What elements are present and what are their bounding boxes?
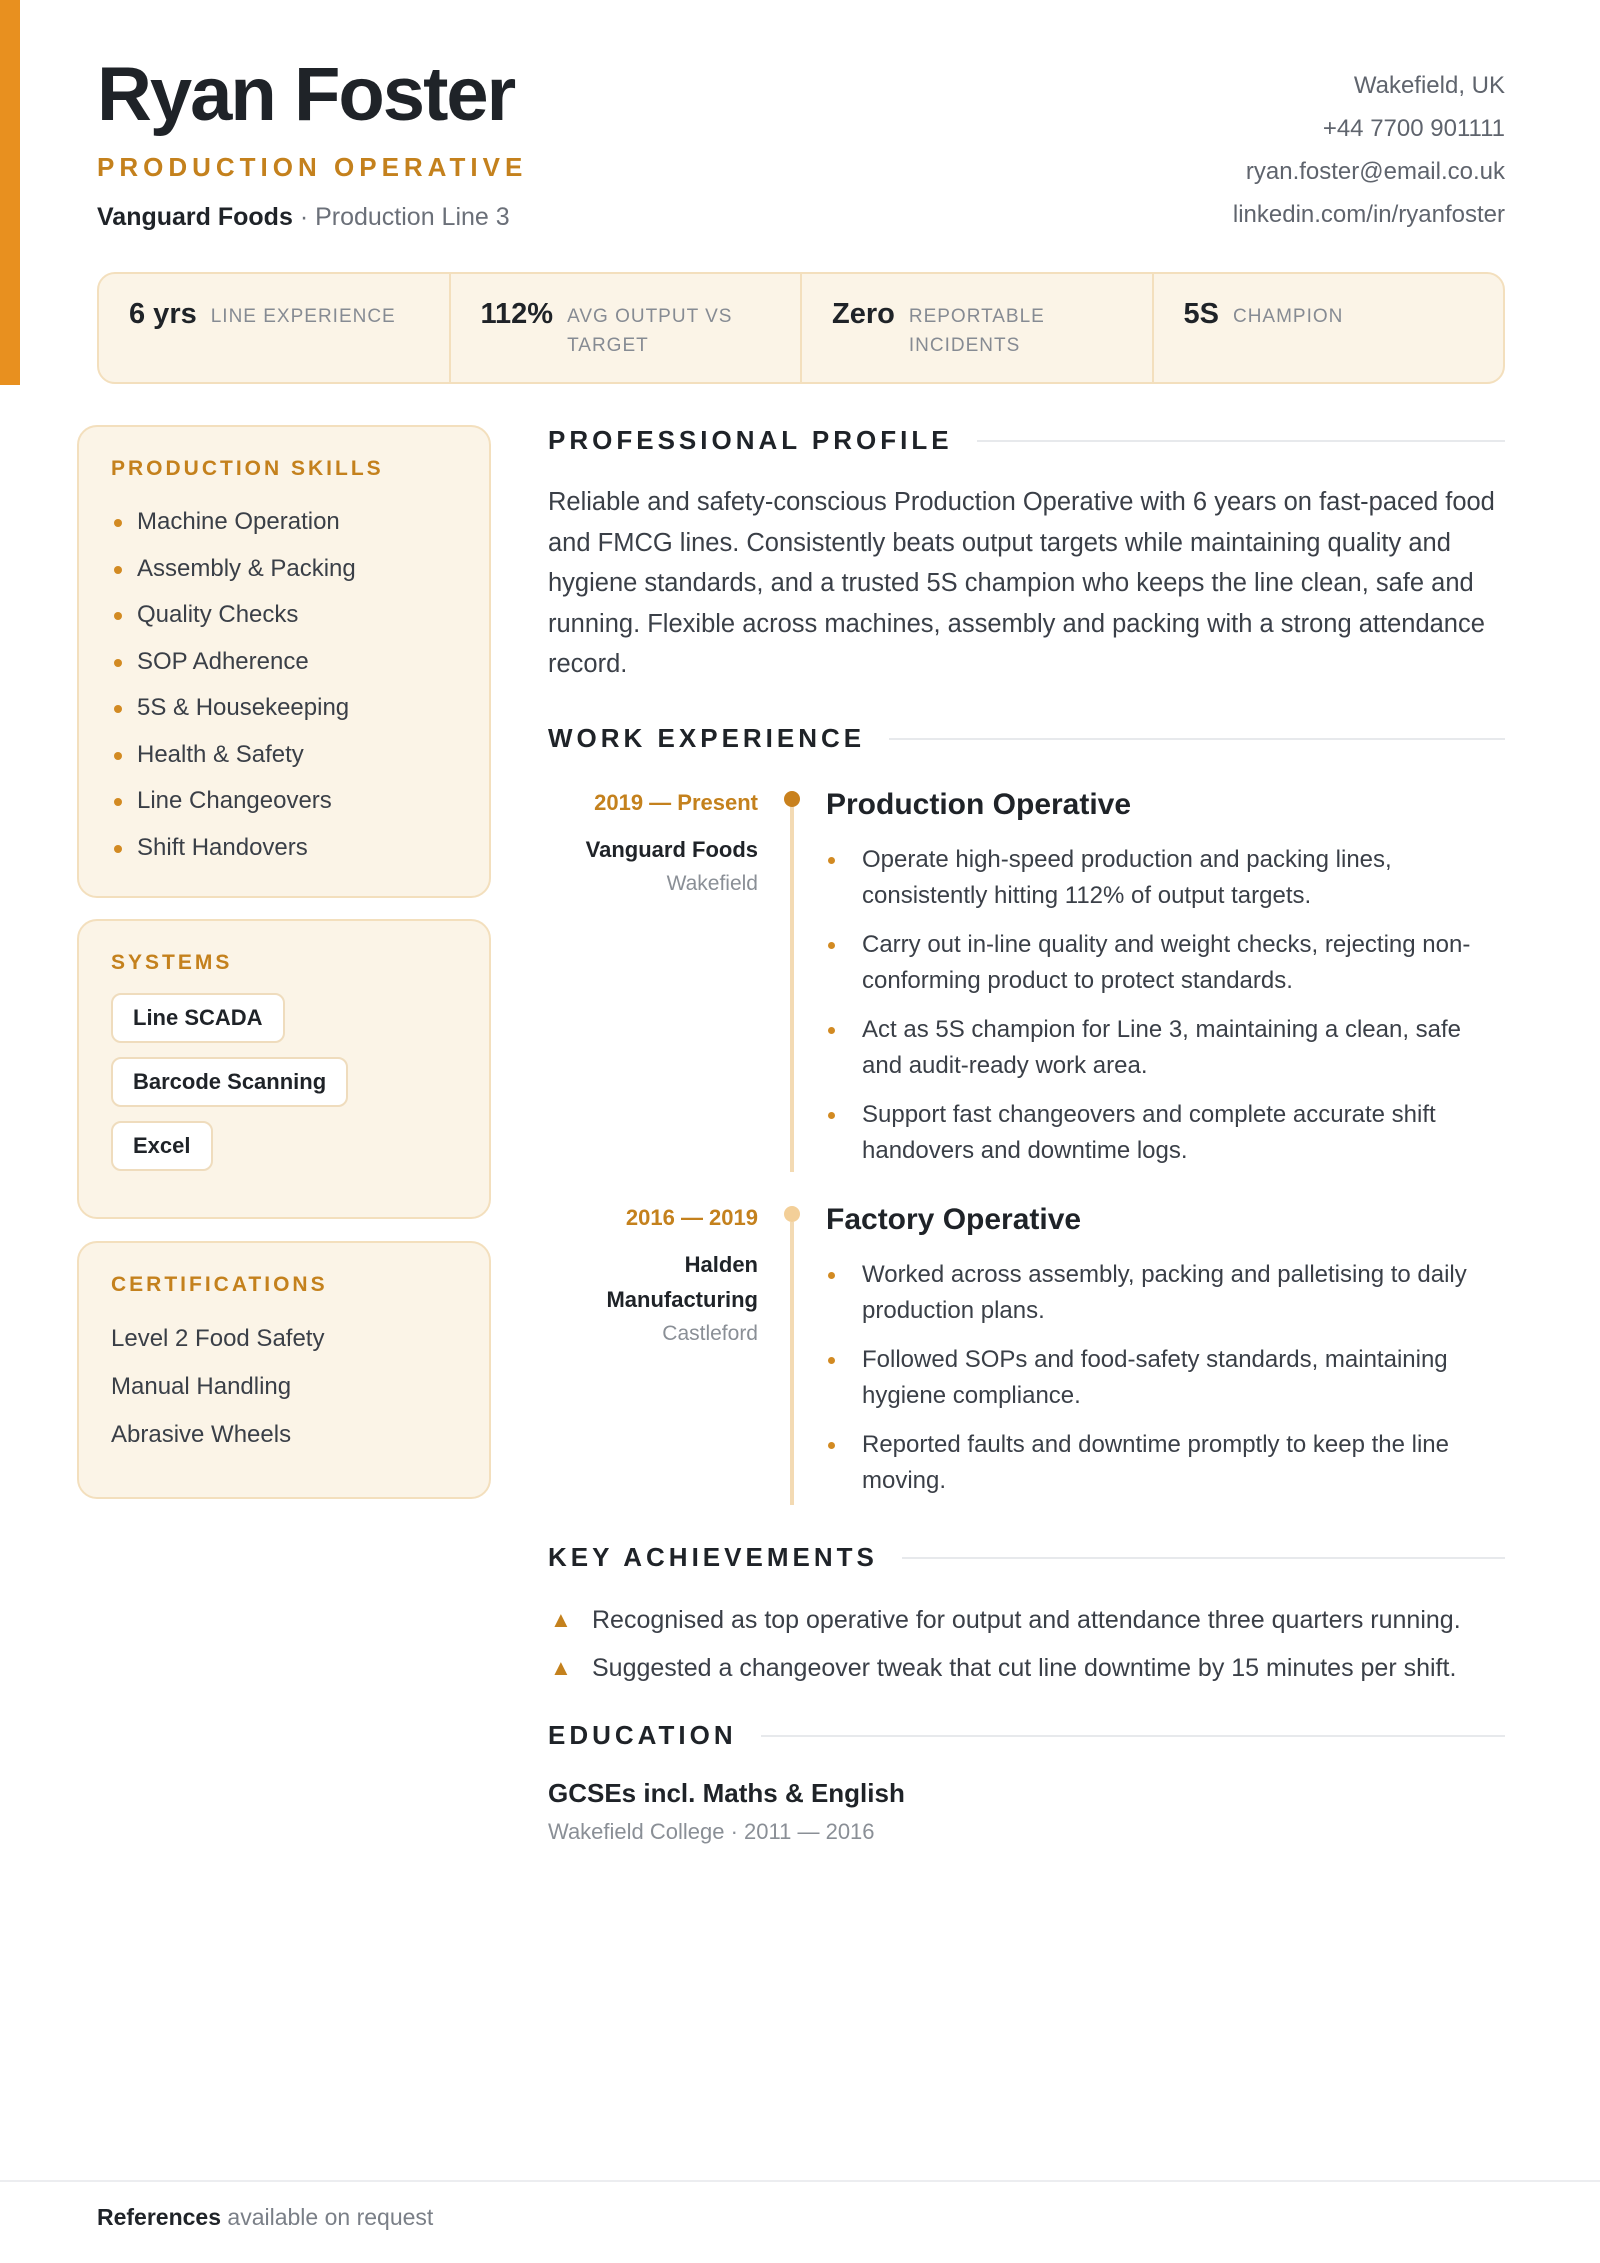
- education-entry: [548, 1778, 905, 1845]
- systems-card: [77, 919, 491, 1219]
- education-detail: Wakefield College · 2011 — 2016: [548, 1819, 875, 1844]
- job-company: Vanguard Foods: [585, 837, 758, 862]
- education-title-text: EDUCATION: [548, 1720, 737, 1750]
- stat-label: CHAMPION: [1232, 306, 1344, 327]
- contact-phone: +44 7700 901111: [1322, 115, 1505, 142]
- job-bullets: [826, 842, 1505, 1169]
- achievements-section-title: [548, 1542, 1505, 1573]
- stat-label: LINE EXPERIENCE: [210, 306, 396, 327]
- education-section-title: [548, 1720, 1505, 1751]
- skill-item: SOP Adherence: [111, 639, 457, 686]
- achievement-text: Recognised as top operative for output and attendance three quarters running.: [592, 1606, 1461, 1634]
- timeline-line: [790, 1222, 794, 1505]
- candidate-role: PRODUCTION OPERATIVE: [97, 152, 528, 182]
- timeline-line: [790, 807, 794, 1172]
- stat-label: AVG OUTPUT VS TARGET: [567, 306, 733, 356]
- job-bullet: Act as 5S champion for Line 3, maintaining a clean, safe and audit-ready work area.: [826, 1012, 1505, 1084]
- skills-title: PRODUCTION SKILLS: [111, 457, 384, 480]
- section-rule: [902, 1557, 1505, 1559]
- job-meta: [548, 790, 758, 900]
- certifications-card: [77, 1241, 491, 1499]
- job-body: [826, 1203, 1505, 1512]
- experience-section-title: [548, 723, 1505, 754]
- stat-value: Zero: [832, 298, 895, 330]
- contact-location: Wakefield, UK: [1353, 72, 1505, 99]
- achievement-item: [548, 1644, 1505, 1692]
- skill-item: Shift Handovers: [111, 825, 457, 872]
- skills-list: [111, 499, 457, 871]
- job-bullet: Worked across assembly, packing and palletising to daily production plans.: [826, 1257, 1505, 1329]
- timeline-dot: [784, 1206, 800, 1222]
- employer-detail: · Production Line 3: [299, 203, 510, 231]
- contact-email[interactable]: ryan.foster@email.co.uk: [1245, 158, 1505, 185]
- systems-title: SYSTEMS: [111, 951, 233, 974]
- job-bullets: [826, 1257, 1505, 1499]
- footer-note: [97, 2204, 433, 2231]
- resume-header: [97, 50, 1505, 240]
- job-location: Castleford: [662, 1322, 758, 1345]
- profile-text: Reliable and safety-conscious Production Operative with 6 years on fast-paced food and FMCG lines. Consistently beats output targets while maintaining quality and hygiene standards, and a trusted 5S champion who keeps the line clean, safe and running. Flexible across machines, assembly and packing with a strong attendance record.: [548, 488, 1495, 678]
- stats-bar: [97, 272, 1505, 384]
- triangle-icon: ▲: [550, 1655, 572, 1680]
- job-bullet: Operate high-speed production and packing lines, consistently hitting 112% of output targets.: [826, 842, 1505, 914]
- skill-item: Assembly & Packing: [111, 546, 457, 593]
- job-company: Halden Manufacturing: [606, 1252, 758, 1312]
- job-dates: 2019 — Present: [594, 790, 758, 815]
- section-rule: [977, 440, 1505, 442]
- candidate-name: Ryan Foster: [97, 52, 515, 137]
- cert-item: Level 2 Food Safety: [111, 1325, 325, 1352]
- stat-incidents: [802, 274, 1154, 382]
- skill-item: Health & Safety: [111, 732, 457, 779]
- achievements-title-text: KEY ACHIEVEMENTS: [548, 1542, 878, 1572]
- system-chip: Excel: [111, 1121, 213, 1171]
- employer-name: Vanguard Foods: [97, 203, 293, 231]
- contact-block: [1233, 64, 1505, 236]
- cert-item: Manual Handling: [111, 1373, 292, 1400]
- job-title: Production Operative: [826, 788, 1132, 821]
- education-degree: GCSEs incl. Maths & English: [548, 1778, 905, 1808]
- timeline-dot: [784, 791, 800, 807]
- stat-label: REPORTABLE INCIDENTS: [908, 306, 1045, 356]
- achievement-item: [548, 1596, 1505, 1644]
- stat-experience: [99, 274, 451, 382]
- skill-item: Line Changeovers: [111, 778, 457, 825]
- job-body: [826, 788, 1505, 1182]
- job-meta: [548, 1205, 758, 1350]
- system-chip: Line SCADA: [111, 993, 285, 1043]
- achievements-list: [548, 1596, 1505, 1692]
- skill-item: Machine Operation: [111, 499, 457, 546]
- skill-item: Quality Checks: [111, 592, 457, 639]
- profile-section-title: [548, 425, 1505, 456]
- stat-value: 112%: [480, 298, 554, 330]
- job-location: Wakefield: [666, 872, 758, 895]
- footer-divider: [0, 2180, 1600, 2182]
- contact-linkedin[interactable]: linkedin.com/in/ryanfoster: [1232, 201, 1505, 228]
- job-bullet: Reported faults and downtime promptly to keep the line moving.: [826, 1427, 1505, 1499]
- achievement-text: Suggested a changeover tweak that cut line downtime by 15 minutes per shift.: [592, 1654, 1457, 1682]
- stat-output: [451, 274, 803, 382]
- stat-5s: [1154, 274, 1504, 382]
- job-title: Factory Operative: [826, 1203, 1082, 1236]
- triangle-icon: ▲: [550, 1607, 572, 1632]
- accent-bar: [0, 0, 20, 385]
- current-employer: [97, 203, 510, 232]
- job-dates: 2016 — 2019: [625, 1205, 758, 1230]
- job-bullet: Followed SOPs and food-safety standards, maintaining hygiene compliance.: [826, 1342, 1505, 1414]
- profile-title-text: PROFESSIONAL PROFILE: [548, 425, 953, 455]
- experience-title-text: WORK EXPERIENCE: [548, 723, 866, 753]
- system-chip: Barcode Scanning: [111, 1057, 348, 1107]
- stat-value: 6 yrs: [129, 298, 197, 330]
- stat-value: 5S: [1183, 298, 1219, 330]
- skills-card: [77, 425, 491, 898]
- certifications-title: CERTIFICATIONS: [111, 1273, 328, 1296]
- footer-strong: References: [97, 2204, 222, 2230]
- cert-item: Abrasive Wheels: [111, 1421, 292, 1448]
- job-bullet: Carry out in-line quality and weight checks, rejecting non-conforming product to protect standards.: [826, 927, 1505, 999]
- footer-rest: available on request: [227, 2204, 434, 2230]
- section-rule: [889, 738, 1505, 740]
- section-rule: [761, 1735, 1505, 1737]
- skill-item: 5S & Housekeeping: [111, 685, 457, 732]
- job-bullet: Support fast changeovers and complete accurate shift handovers and downtime logs.: [826, 1097, 1505, 1169]
